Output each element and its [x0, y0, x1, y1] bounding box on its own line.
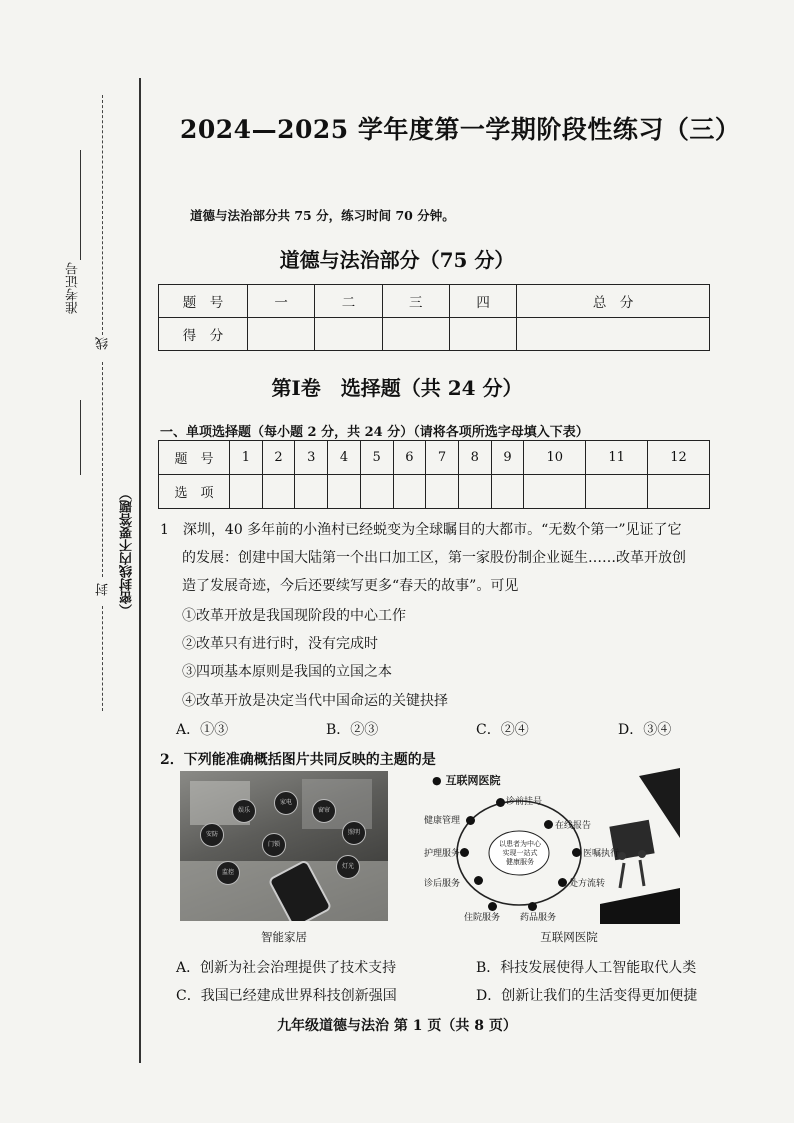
score-input-cell[interactable]: [382, 318, 449, 351]
score-table-header-cell: 总 分: [517, 285, 710, 318]
answer-cell[interactable]: [524, 475, 586, 509]
question-number: 5: [360, 441, 393, 475]
answer-cell[interactable]: [360, 475, 393, 509]
q1-stem-line: 造了发展奇迹，今后还要续写更多“春天的故事”。可见: [182, 578, 519, 594]
smart-bubble: 家电: [274, 791, 298, 815]
question-number: 4: [328, 441, 361, 475]
diagram-node-dot: [474, 876, 483, 885]
q2-option-a[interactable]: A．创新为社会治理提供了技术支持: [176, 960, 397, 976]
diagram-connectors: [424, 768, 680, 924]
diagram-node: 诊前挂号: [506, 797, 543, 807]
answer-table: [158, 440, 710, 509]
diagram-node: 在线报告: [555, 821, 592, 831]
score-row-label: 得 分: [159, 318, 248, 351]
diagram-node-dot: [558, 878, 567, 887]
score-table-header-cell: 二: [315, 285, 382, 318]
page-footer: 九年级道德与法治 第 1 页（共 8 页）: [277, 1018, 517, 1034]
question-number: 2: [262, 441, 295, 475]
image2-caption: 互联网医院: [540, 930, 598, 944]
score-input-cell[interactable]: [517, 318, 710, 351]
answer-row-label: 选 项: [159, 475, 230, 509]
diagram-node: 住院服务: [464, 913, 501, 923]
smart-home-photo: [180, 771, 388, 921]
binding-margin-line: [139, 78, 141, 1063]
question-number: 10: [524, 441, 586, 475]
score-table-header-cell: 一: [248, 285, 315, 318]
answer-cell[interactable]: [491, 475, 524, 509]
smart-bubble: 安防: [200, 823, 224, 847]
diagram-node: 医嘱执行: [583, 849, 620, 859]
exam-note: 道德与法治部分共 75 分，练习时间 70 分钟。: [190, 208, 455, 223]
score-table: [158, 284, 710, 351]
q1-option-b[interactable]: B．②③: [326, 722, 379, 738]
q1-option-d[interactable]: D．③④: [618, 722, 672, 738]
answer-cell[interactable]: [295, 475, 328, 509]
section-title: 道德与法治部分（75 分）: [279, 248, 515, 272]
question-number: 6: [393, 441, 426, 475]
answer-cell[interactable]: [262, 475, 295, 509]
q1-stem-line: 1 深圳，40 多年前的小渔村已经蜕变为全球瞩目的大都市。“无数个第一”见证了它: [160, 522, 682, 538]
internet-hospital-diagram: [424, 768, 680, 924]
seal-char: 封: [96, 583, 111, 596]
score-table-header-cell: 三: [382, 285, 449, 318]
answer-cell[interactable]: [426, 475, 459, 509]
q1-option-a[interactable]: A．①③: [176, 722, 229, 738]
diagram-title: ● 互联网医院: [432, 774, 501, 787]
smart-bubble: 灯光: [336, 855, 360, 879]
diagram-node: 诊后服务: [424, 879, 461, 889]
question-number: 1: [230, 441, 263, 475]
diagram-node: 护理服务: [424, 849, 461, 859]
diagram-node-dot: [544, 820, 553, 829]
score-table-header-cell: 题 号: [159, 285, 248, 318]
line-char: 线: [96, 337, 111, 350]
name-blank: [80, 400, 81, 475]
hospital-icon: ●: [432, 774, 442, 787]
answer-cell[interactable]: [230, 475, 263, 509]
score-input-cell[interactable]: [315, 318, 382, 351]
q2-stem: 2．下列能准确概括图片共同反映的主题的是: [160, 752, 436, 768]
smart-bubble: 门锁: [262, 833, 286, 857]
q1-stem-line: 的发展：创建中国大陆第一个出口加工区，第一家股份制企业诞生……改革开放创: [182, 550, 686, 566]
question-number: 8: [458, 441, 491, 475]
diagram-node-dot: [460, 848, 469, 857]
score-input-cell[interactable]: [449, 318, 516, 351]
question-number: 7: [426, 441, 459, 475]
smart-bubble: 窗帘: [312, 799, 336, 823]
q2-option-b[interactable]: B．科技发展使得人工智能取代人类: [476, 960, 697, 976]
answer-cell[interactable]: [586, 475, 648, 509]
question-number: 9: [491, 441, 524, 475]
diagram-node-dot: [466, 816, 475, 825]
question-number: 3: [295, 441, 328, 475]
diagram-node: 处方流转: [569, 879, 606, 889]
question-number: 11: [586, 441, 648, 475]
section-instruction: 一、单项选择题（每小题 2 分，共 24 分）（请将各项所选字母填入下表）: [160, 425, 589, 440]
part1-title: 第Ⅰ卷 选择题（共 24 分）: [271, 376, 523, 400]
answer-cell[interactable]: [328, 475, 361, 509]
seal-dashed-line-top: [102, 95, 103, 335]
diagram-node: 健康管理: [424, 816, 461, 826]
q1-option-c[interactable]: C．②④: [476, 722, 529, 738]
q1-statement: ①改革开放是我国现阶段的中心工作: [182, 608, 406, 624]
smart-bubble: 娱乐: [232, 799, 256, 823]
score-table-header-cell: 四: [449, 285, 516, 318]
answer-cell[interactable]: [648, 475, 710, 509]
exam-id-label: 准考证号: [66, 262, 81, 314]
q1-statement: ②改革只有进行时，没有完成时: [182, 636, 378, 652]
q2-option-c[interactable]: C．我国已经建成世界科技创新强国: [176, 988, 397, 1004]
diagram-center: 以患者为中心 实现一站式 健康服务: [499, 840, 541, 866]
question-number: 12: [648, 441, 710, 475]
score-input-cell[interactable]: [248, 318, 315, 351]
answer-table-header-label: 题 号: [159, 441, 230, 475]
q1-statement: ③四项基本原则是我国的立国之本: [182, 664, 392, 680]
image1-caption: 智能家居: [261, 930, 307, 944]
answer-cell[interactable]: [458, 475, 491, 509]
page-title: 2024—2025 学年度第一学期阶段性练习（三）: [180, 115, 741, 144]
smart-bubble: 监控: [216, 861, 240, 885]
q2-option-d[interactable]: D．创新让我们的生活变得更加便捷: [476, 988, 698, 1004]
diagram-node-dot: [496, 798, 505, 807]
answer-cell[interactable]: [393, 475, 426, 509]
q1-statement: ④改革开放是决定当代中国命运的关键抉择: [182, 693, 448, 709]
seal-note: （密封线内不要答题）: [120, 487, 135, 617]
diagram-node-dot: [572, 848, 581, 857]
smart-bubble: 照明: [342, 821, 366, 845]
seal-dashed-line-bottom: [102, 606, 103, 711]
diagram-node: 药品服务: [520, 913, 557, 923]
